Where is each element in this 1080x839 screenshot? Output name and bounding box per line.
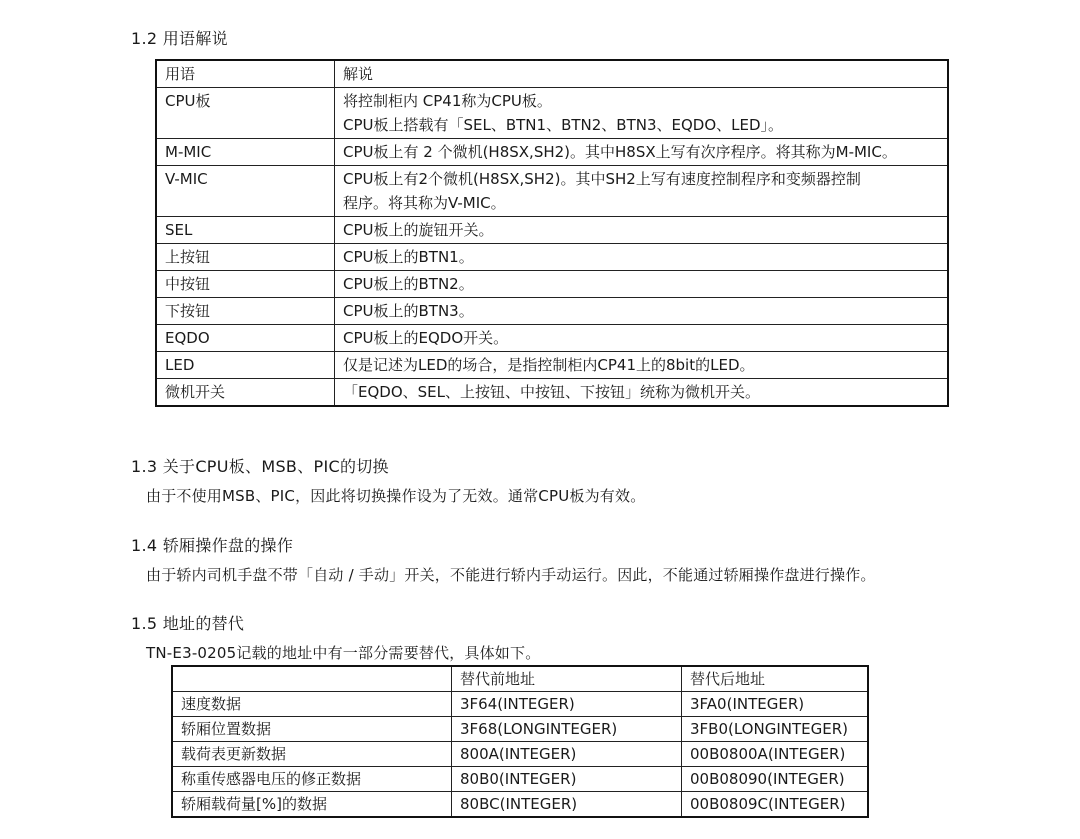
address-after-cell: 00B0800A(INTEGER) bbox=[682, 742, 869, 767]
description-line: CPU板上的BTN2。 bbox=[343, 275, 474, 293]
term-cell: EQDO bbox=[156, 325, 335, 352]
address-before-cell: 80BC(INTEGER) bbox=[452, 792, 682, 818]
terms-header-term: 用语 bbox=[156, 60, 335, 88]
address-row bbox=[172, 692, 868, 717]
address-before-cell: 80B0(INTEGER) bbox=[452, 767, 682, 792]
description-line: 仅是记述为LED的场合，是指控制柜内CP41上的8bit的LED。 bbox=[343, 356, 755, 374]
terms-row bbox=[156, 217, 948, 244]
term-cell: M-MIC bbox=[156, 139, 335, 166]
description-cell bbox=[335, 88, 949, 139]
term-cell: 中按钮 bbox=[156, 271, 335, 298]
description-line: CPU板上有2个微机(H8SX,SH2)。其中SH2上写有速度控制程序和变频器控制 bbox=[343, 170, 861, 188]
section-1-2-heading: 1.2 用语解说 bbox=[131, 29, 228, 48]
terms-row bbox=[156, 352, 948, 379]
address-row bbox=[172, 717, 868, 742]
terms-row bbox=[156, 325, 948, 352]
address-item-cell: 速度数据 bbox=[172, 692, 452, 717]
description-cell bbox=[335, 244, 949, 271]
terms-row bbox=[156, 88, 948, 139]
description-line: CPU板上的BTN1。 bbox=[343, 248, 474, 266]
address-after-cell: 00B08090(INTEGER) bbox=[682, 767, 869, 792]
address-before-cell: 3F64(INTEGER) bbox=[452, 692, 682, 717]
address-after-cell: 3FB0(LONGINTEGER) bbox=[682, 717, 869, 742]
address-item-cell: 轿厢位置数据 bbox=[172, 717, 452, 742]
description-line: CPU板上有 2 个微机(H8SX,SH2)。其中H8SX上写有次序程序。将其称为M-MIC。 bbox=[343, 143, 897, 161]
address-item-cell: 载荷表更新数据 bbox=[172, 742, 452, 767]
term-cell: V-MIC bbox=[156, 166, 335, 217]
address-item-cell: 称重传感器电压的修正数据 bbox=[172, 767, 452, 792]
term-cell: SEL bbox=[156, 217, 335, 244]
term-cell: 下按钮 bbox=[156, 298, 335, 325]
terms-row bbox=[156, 244, 948, 271]
description-line: 将控制柜内 CP41称为CPU板。 bbox=[343, 92, 552, 110]
description-cell bbox=[335, 352, 949, 379]
terms-row bbox=[156, 271, 948, 298]
term-cell: 微机开关 bbox=[156, 379, 335, 407]
address-item-cell: 轿厢载荷量[%]的数据 bbox=[172, 792, 452, 818]
address-after-cell: 3FA0(INTEGER) bbox=[682, 692, 869, 717]
address-row bbox=[172, 742, 868, 767]
address-row bbox=[172, 767, 868, 792]
description-line: CPU板上的旋钮开关。 bbox=[343, 221, 494, 239]
address-after-cell: 00B0809C(INTEGER) bbox=[682, 792, 869, 818]
term-cell: CPU板 bbox=[156, 88, 335, 139]
terms-row bbox=[156, 379, 948, 407]
address-before-cell: 3F68(LONGINTEGER) bbox=[452, 717, 682, 742]
terms-header-row bbox=[156, 60, 948, 88]
address-header-after: 替代后地址 bbox=[682, 666, 869, 692]
description-cell bbox=[335, 298, 949, 325]
description-cell bbox=[335, 379, 949, 407]
description-line: CPU板上的EQDO开关。 bbox=[343, 329, 509, 347]
address-header-before: 替代前地址 bbox=[452, 666, 682, 692]
address-header-row bbox=[172, 666, 868, 692]
terms-header-desc: 解说 bbox=[335, 60, 949, 88]
description-cell bbox=[335, 325, 949, 352]
terms-table bbox=[155, 59, 949, 407]
terms-row bbox=[156, 298, 948, 325]
description-cell bbox=[335, 217, 949, 244]
section-1-3-heading: 1.3 关于CPU板、MSB、PIC的切换 bbox=[131, 457, 389, 476]
section-1-3-text: 由于不使用MSB、PIC，因此将切换操作设为了无效。通常CPU板为有效。 bbox=[146, 487, 646, 505]
description-cell bbox=[335, 166, 949, 217]
description-cell bbox=[335, 139, 949, 166]
terms-row bbox=[156, 139, 948, 166]
terms-body bbox=[156, 88, 948, 407]
description-cell bbox=[335, 271, 949, 298]
term-cell: 上按钮 bbox=[156, 244, 335, 271]
address-before-cell: 800A(INTEGER) bbox=[452, 742, 682, 767]
address-row bbox=[172, 792, 868, 818]
address-header-item bbox=[172, 666, 452, 692]
description-line: CPU板上的BTN3。 bbox=[343, 302, 474, 320]
description-line: CPU板上搭载有「SEL、BTN1、BTN2、BTN3、EQDO、LED」。 bbox=[343, 116, 784, 134]
description-line: 「EQDO、SEL、上按钮、中按钮、下按钮」统称为微机开关。 bbox=[343, 383, 760, 401]
section-1-5-heading: 1.5 地址的替代 bbox=[131, 614, 245, 633]
section-1-5-text: TN-E3-0205记载的地址中有一部分需要替代，具体如下。 bbox=[146, 644, 541, 662]
terms-row bbox=[156, 166, 948, 217]
section-1-4-text: 由于轿内司机手盘不带「自动 / 手动」开关，不能进行轿内手动运行。因此，不能通过轿厢操作盘进行操作。 bbox=[146, 566, 876, 584]
description-line: 程序。将其称为V-MIC。 bbox=[343, 194, 506, 212]
address-table bbox=[171, 665, 869, 818]
section-1-4-heading: 1.4 轿厢操作盘的操作 bbox=[131, 536, 294, 555]
term-cell: LED bbox=[156, 352, 335, 379]
address-body bbox=[172, 692, 868, 818]
